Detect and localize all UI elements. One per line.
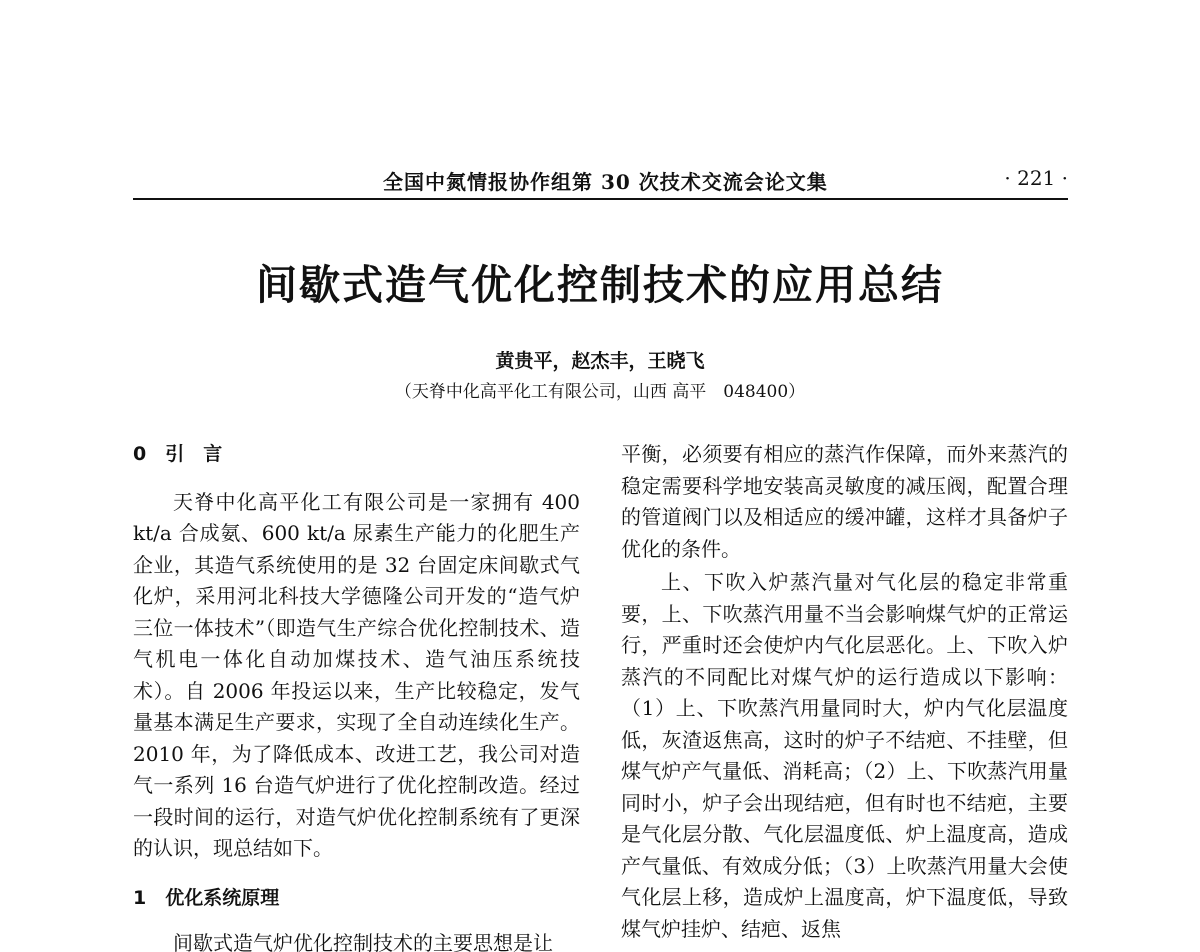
section-heading-introduction: 0 引 言	[133, 443, 223, 465]
journal-title: 全国中氮情报协作组第 30 次技术交流会论文集	[383, 170, 828, 194]
left-column	[133, 439, 580, 952]
steam-ratio-paragraph: 上、下吹入炉蒸汽量对气化层的稳定非常重要，上、下吹蒸汽用量不当会影响煤气炉的正常运行，严重时还会使炉内气化层恶化。上、下吹入炉蒸汽的不同配比对煤气炉的运行造成以下影响：（1）上、下吹蒸汽用量同时大，炉内气化层温度低，灰渣返焦高，这时的炉子不结疤、不挂壁，但煤气炉产气量低、消耗高；（2）上、下吹蒸汽用量同时小，炉子会出现结疤，但有时也不结疤，主要是气化层分散、气化层温度低、炉上温度高，造成产气量低、有效成分低；（3）上吹蒸汽用量大会使气化层上移，造成炉上温度高，炉下温度低，导致煤气炉挂炉、结疤、返焦	[621, 570, 1068, 941]
system-principle-paragraph: 间歇式造气炉优化控制技术的主要思想是让	[173, 931, 553, 952]
introduction-paragraph: 天脊中化高平化工有限公司是一家拥有 400 kt/a 合成氨、600 kt/a 尿素生产能力的化肥生产企业，其造气系统使用的是 32 台固定床间歇式气化炉，采用河北科技大学德隆公司开发的“造气炉三位一体技术”（即造气生产综合优化控制技术、造气机电一体化自动加煤技术、造气油压系统技术）。自 2006 年投运以来，生产比较稳定，发气量基本满足生产要求，实现了全自动连续化生产。2010 年，为了降低成本、改进工艺，我公司对造气一系列 16 台造气炉进行了优化控制改造。经过一段时间的运行，对造气炉优化控制系统有了更深的认识，现总结如下。	[133, 489, 580, 860]
header-divider	[133, 198, 1068, 200]
section-heading-system-principle: 1 优化系统原理	[133, 886, 280, 909]
running-header	[133, 166, 1068, 194]
page-number: · 221 ·	[1004, 166, 1068, 190]
paper-title: 间歇式造气优化控制技术的应用总结	[256, 261, 944, 309]
author-list: 黄贵平，赵杰丰，王晓飞	[495, 350, 705, 372]
right-column	[621, 439, 1068, 945]
continued-paragraph: 平衡，必须要有相应的蒸汽作保障，而外来蒸汽的稳定需要科学地安装高灵敏度的减压阀，配置合理的管道阀门以及相适应的缓冲罐，这样才具备炉子优化的条件。	[621, 442, 1068, 561]
author-affiliation: （天脊中化高平化工有限公司，山西 高平 048400）	[394, 382, 806, 402]
